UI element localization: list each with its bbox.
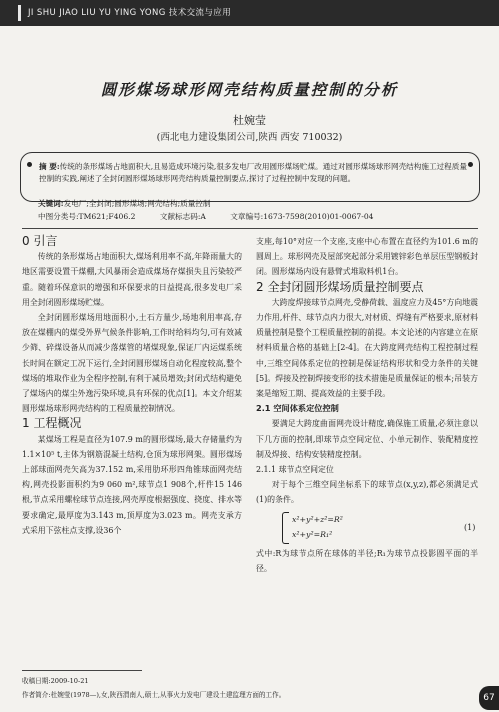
paragraph: 对于每个三维空间坐标系下的球节点(x,y,z),都必须满足式(1)的条件。 <box>256 480 478 505</box>
document-code: 文献标志码:A <box>159 212 206 221</box>
section-heading-1: 1 工程概况 <box>22 416 82 431</box>
paragraph: 式中:R为球节点所在球体的半径;R₁为球节点投影圆平面的半径。 <box>256 548 478 573</box>
bullet-icon <box>468 162 473 167</box>
equation-number: (1) <box>464 522 476 532</box>
divider <box>22 228 478 229</box>
classification-line <box>38 211 395 222</box>
bullet-icon <box>27 162 32 167</box>
paragraph: 全封闭圆形煤场用地面积小,土石方量少,场地利用率高,存放在煤棚内的煤受外界气候条件影响,工作时给料均匀,可有效减少筛、碎煤设备从而减少落煤管的堵煤现象,保证厂内运煤系统长时间在额定工况下运行,全封闭圆形煤场自动化程度较高,整个煤场的堆取作业为全程序控制,有利于减员增效;封闭式结构避免了煤场内的煤尘外逸污染环境,具有环保的优点[1]。本文介绍某圆形煤场球形网壳结构的工程质量控制情况。 <box>22 313 242 414</box>
paragraph: 要满足大跨度曲面网壳设计精度,确保施工质量,必须注意以下几方面的控制,即球节点空间定位、小单元制作、装配精度控制及焊接、结构安装精度控制。 <box>256 419 478 459</box>
author-name: 杜婉莹 <box>233 114 266 127</box>
received-date: 收稿日期:2009-10-21 <box>22 677 89 685</box>
page-number: 67 <box>479 686 499 710</box>
right-column <box>256 234 478 576</box>
equation-brace <box>282 512 289 544</box>
abstract-box <box>20 152 480 202</box>
section-heading-0: 0 引言 <box>22 234 58 248</box>
subsubsection-heading-2-1-1: 2.1.1 球节点空间定位 <box>256 465 334 475</box>
header-bar <box>18 5 21 21</box>
equation-line-2: x²+y²=R₁² <box>292 529 333 539</box>
paragraph: 大跨度焊接球节点网壳,受静荷载、温度应力及45°方向地震力作用,杆件、球节点内力很大,对材质、焊缝有严格要求,原材料质量控制是整个工程质量控制的前提。本文论述的内容建立在原材料质量合格的基础上[2-4]。在大跨度网壳结构工程控制过程中,三维空间体系定位的控制是保证结构形状和受力条件的关键[5]。焊接及控制焊接变形的技术措施是质量保证的根本;吊装方案是缩短工期、提高效益的主要手段。 <box>256 297 478 399</box>
paragraph: 支座,每10°对应一个支座,支座中心布置在直径约为101.6 m的圆周上。球形网壳及屋部突起部分采用镀锌彩色单层压型钢板封闭。圆形煤场内设有悬臂式堆取料机1台。 <box>256 237 478 277</box>
paragraph: 传统的条形煤场占地面积大,煤场利用率不高,年降雨量大的地区需要设置干煤棚,大风暴雨会造成煤场存煤损失且污染较严重。随着环保意识的增强和环保要求的日益提高,很多发电厂采用全封闭圆形煤场贮煤。 <box>22 252 242 307</box>
journal-header <box>0 0 499 26</box>
subsection-heading-2-1: 2.1 空间体系定位控制 <box>256 403 339 414</box>
clc-number: 中图分类号:TM621;F406.2 <box>38 212 136 221</box>
article-title: 圆形煤场球形网壳结构质量控制的分析 <box>100 80 399 99</box>
author-bio: 作者简介:杜婉莹(1978—),女,陕西渭南人,硕士,从事火力发电厂建设土建监理方面的工作。 <box>22 691 286 699</box>
equation-1 <box>282 512 476 542</box>
keywords-label: 关键词: <box>38 199 64 208</box>
abstract-text: 传统的条形煤场占地面积大,且易造成环境污染,很多发电厂改用圆形煤场贮煤。通过对圆形煤场球形网壳结构施工过程质量控制的实践,阐述了全封闭圆形煤场球形网壳结构质量控制要点,探讨了过程控制中发现的问题。 <box>39 162 467 183</box>
section-heading-2: 2 全封闭圆形煤场质量控制要点 <box>256 279 424 294</box>
header-text: JI SHU JIAO LIU YU YING YONG 技术交流与应用 <box>28 8 232 18</box>
affiliation: (西北电力建设集团公司,陕西 西安 710032) <box>156 132 343 143</box>
equation-line-1: x²+y²+z²=R² <box>292 514 343 524</box>
article-number: 文章编号:1673-7598(2010)01-0067-04 <box>230 212 374 221</box>
paragraph: 某煤场工程是直径为107.9 m的圆形煤场,最大存储量约为1.1×10⁵ t,主体为钢筋混凝土结构,仓顶为球形网架。圆形煤场上部球面网壳矢高为37.152 m,采用肋环形四角锥球面网壳结构,网壳投影面积约为9 060 m²,球节点1 908个,杆件15 146根,节点采用螺栓球节点连接,网壳厚度根据强度、挠度、排水等要求确定,最厚度为3.143 m,顶厚度为3.023 m。网壳支承方式采用下弦柱点支撑,设36个 <box>22 434 242 535</box>
keywords-text: 发电厂;全封闭;圆形煤场;网壳结构;质量控制 <box>63 199 211 208</box>
left-column <box>22 234 242 538</box>
abstract-label: 摘 要: <box>39 162 60 171</box>
keywords <box>38 198 211 209</box>
footnote-divider <box>22 670 142 671</box>
